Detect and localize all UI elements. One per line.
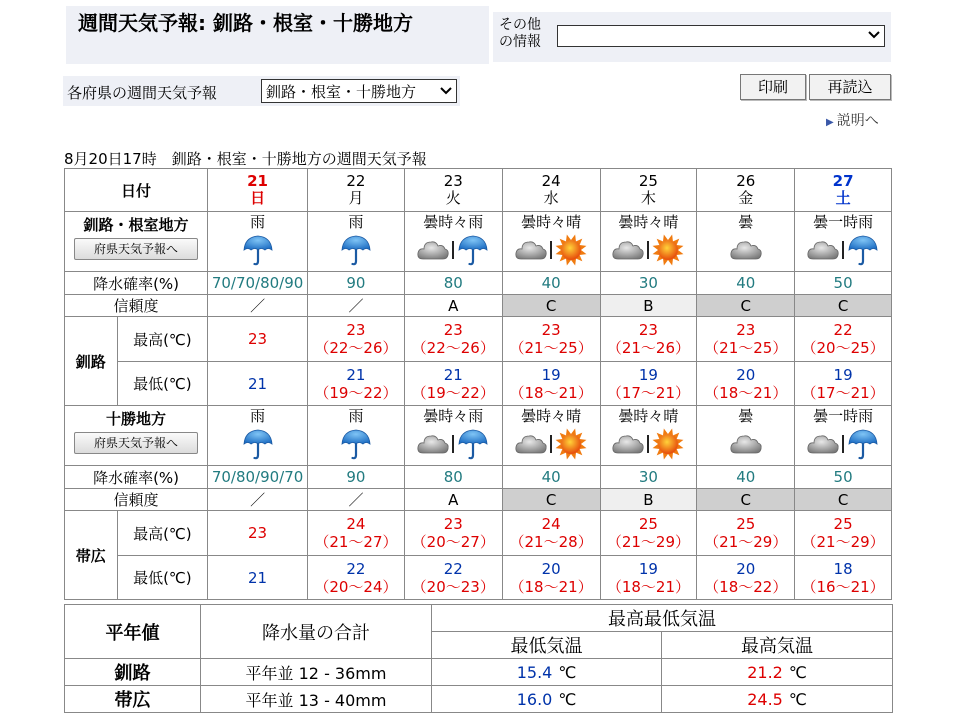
weather-icons — [697, 427, 794, 461]
min-temp-range: （18～21） — [606, 577, 691, 596]
pop-cell: 50 — [795, 466, 892, 489]
cloud-icon — [806, 427, 840, 461]
min-temp-cell — [697, 362, 795, 406]
max-temp-value: 25 — [833, 515, 853, 533]
sun-icon — [554, 427, 588, 461]
reliability-cell: A — [404, 489, 502, 511]
min-temp-range: （18～21） — [704, 383, 788, 402]
day-header — [502, 169, 600, 212]
forecast-table — [64, 168, 892, 600]
reliability-cell: C — [795, 489, 892, 511]
reliability-cell: C — [795, 295, 892, 317]
max-temp-cell — [697, 511, 795, 556]
max-temp-cell — [502, 317, 600, 362]
separator — [842, 435, 844, 453]
pref-forecast-button[interactable]: 府県天気予報へ — [74, 432, 198, 454]
day-weekday: 土 — [835, 189, 851, 207]
reliability-label: 信頼度 — [65, 489, 208, 511]
min-temp-header: 最低気温 — [432, 632, 662, 659]
min-temp-value: 22 — [346, 559, 366, 578]
normals-min-temp — [432, 659, 662, 686]
min-temp-value: 21 — [443, 365, 463, 384]
normals-row — [65, 686, 893, 713]
weather-icons — [601, 233, 697, 267]
normals-max-temp — [662, 659, 893, 686]
day-header — [404, 169, 502, 212]
day-weekday: 金 — [738, 189, 754, 207]
chevron-down-icon — [440, 85, 452, 97]
pop-cell: 40 — [697, 272, 795, 295]
page-title: 週間天気予報: 釧路・根室・十勝地方 — [78, 11, 413, 35]
normals-city: 釧路 — [65, 659, 201, 686]
pop-cell: 30 — [600, 272, 697, 295]
pref-select-label: 各府県の週間天気予報 — [67, 84, 218, 102]
cloud-icon — [611, 427, 645, 461]
max-temp-cell — [308, 317, 405, 362]
city-name: 帯広 — [65, 511, 118, 600]
min-temp-cell — [404, 556, 502, 600]
pop-label: 降水確率(%) — [65, 466, 208, 489]
max-temp-cell — [404, 317, 502, 362]
weather-cell — [308, 212, 405, 272]
day-weekday: 水 — [543, 189, 559, 207]
min-temp-range: （17～21） — [606, 383, 691, 402]
day-header — [795, 169, 892, 212]
pop-cell: 90 — [308, 272, 405, 295]
city-name: 釧路 — [65, 317, 118, 406]
max-temp-cell — [308, 511, 405, 556]
min-temp-value: 19 — [833, 365, 853, 384]
max-temp-label: 最高(℃) — [117, 511, 208, 556]
day-date: 22 — [346, 172, 366, 190]
umbrella-icon — [339, 233, 373, 267]
max-temp-range: （20～25） — [801, 339, 885, 357]
weather-text: 曇一時雨 — [813, 407, 874, 425]
umbrella-icon — [241, 233, 275, 267]
weather-icons — [308, 427, 404, 461]
day-date: 23 — [443, 172, 463, 190]
normals-max-value: 24.5 — [747, 689, 783, 709]
min-temp-value: 19 — [638, 559, 658, 578]
min-temp-row — [65, 362, 892, 406]
sun-icon — [554, 233, 588, 267]
cloud-icon — [611, 233, 645, 267]
cloud-icon — [416, 233, 450, 267]
cloud-icon — [729, 233, 763, 267]
weather-text: 曇 — [738, 213, 754, 231]
min-temp-value: 21 — [346, 365, 366, 384]
weather-text: 曇時々晴 — [618, 213, 679, 231]
day-header — [208, 169, 308, 212]
pop-label: 降水確率(%) — [65, 272, 208, 295]
min-temp-cell — [697, 556, 795, 600]
temp-header: 最高最低気温 — [432, 605, 893, 632]
normals-row — [65, 659, 893, 686]
weather-text: 曇時々雨 — [423, 407, 484, 425]
pop-cell: 50 — [795, 272, 892, 295]
pop-row — [65, 466, 892, 489]
day-header — [697, 169, 795, 212]
pop-cell: 40 — [697, 466, 795, 489]
weather-cell — [795, 406, 892, 466]
precip-header: 降水量の合計 — [201, 605, 432, 659]
min-temp-label: 最低(℃) — [117, 362, 208, 406]
weather-cell — [600, 406, 697, 466]
pop-cell: 90 — [308, 466, 405, 489]
weather-cell — [208, 212, 308, 272]
weather-text: 曇 — [738, 407, 754, 425]
pop-cell: 40 — [502, 272, 600, 295]
print-button[interactable]: 印刷 — [740, 74, 806, 100]
normals-min-value: 15.4 — [516, 662, 553, 682]
umbrella-icon — [846, 427, 880, 461]
max-temp-label: 最高(℃) — [117, 317, 208, 362]
max-temp-header: 最高気温 — [662, 632, 893, 659]
max-temp-range: （21～29） — [801, 533, 885, 551]
max-temp-value: 24 — [346, 515, 366, 533]
day-weekday: 月 — [348, 189, 364, 207]
weather-cell — [697, 406, 795, 466]
arrow-right-icon: ▶ — [826, 117, 834, 128]
issued-time: 8月20日17時 釧路・根室・十勝地方の週間天気予報 — [64, 150, 427, 168]
region-cell — [65, 406, 208, 466]
max-temp-cell — [697, 317, 795, 362]
max-temp-value: 24 — [541, 515, 561, 533]
max-temp-range: （21～29） — [606, 533, 691, 551]
min-temp-range: （20～23） — [411, 577, 495, 596]
reliability-label: 信頼度 — [65, 295, 208, 317]
normals-table — [64, 604, 893, 713]
separator — [647, 435, 649, 453]
help-link[interactable]: ▶ 説明へ — [826, 113, 879, 129]
max-temp-value: 23 — [541, 321, 561, 339]
max-temp-value: 23 — [248, 330, 268, 348]
umbrella-icon — [846, 233, 880, 267]
separator — [647, 241, 649, 259]
min-temp-cell — [404, 362, 502, 406]
separator — [550, 241, 552, 259]
min-temp-value: 18 — [833, 559, 853, 578]
reliability-cell: ／ — [208, 295, 308, 317]
title-box — [66, 6, 489, 64]
reliability-cell: ／ — [208, 489, 308, 511]
normals-unit: ℃ — [788, 689, 807, 709]
day-date: 25 — [638, 172, 658, 190]
min-temp-value: 21 — [248, 568, 268, 587]
max-temp-row — [65, 511, 892, 556]
min-temp-range: （18～22） — [704, 577, 788, 596]
umbrella-icon — [456, 233, 490, 267]
max-temp-value: 23 — [443, 321, 463, 339]
reload-button[interactable]: 再読込 — [809, 74, 891, 100]
day-date: 21 — [247, 172, 268, 190]
weather-text: 雨 — [348, 407, 364, 425]
day-weekday: 日 — [250, 189, 266, 207]
other-info-box — [493, 12, 891, 62]
weather-text: 曇一時雨 — [813, 213, 874, 231]
min-temp-value: 19 — [541, 365, 561, 384]
reliability-cell: C — [697, 489, 795, 511]
region-cell — [65, 212, 208, 272]
max-temp-cell — [208, 317, 308, 362]
min-temp-range: （18～21） — [509, 383, 593, 402]
weather-cell — [404, 212, 502, 272]
weather-cell — [208, 406, 308, 466]
max-temp-range: （20～27） — [411, 533, 495, 551]
pref-select-box — [63, 76, 460, 106]
max-temp-value: 23 — [736, 321, 756, 339]
max-temp-cell — [600, 317, 697, 362]
min-temp-range: （19～22） — [411, 383, 495, 402]
min-temp-value: 20 — [736, 365, 756, 384]
max-temp-row — [65, 317, 892, 362]
weather-icons — [308, 233, 404, 267]
min-temp-range: （20～24） — [314, 577, 398, 596]
min-temp-cell — [308, 362, 405, 406]
pop-cell: 80 — [404, 466, 502, 489]
weather-text: 曇時々晴 — [521, 407, 582, 425]
weather-icons — [405, 233, 502, 267]
min-temp-cell — [208, 556, 308, 600]
min-temp-range: （17～21） — [801, 383, 885, 402]
day-date: 27 — [832, 172, 854, 190]
weather-cell — [404, 406, 502, 466]
max-temp-range: （21～25） — [704, 339, 788, 357]
other-info-label: その他 の情報 — [499, 17, 541, 50]
min-temp-cell — [208, 362, 308, 406]
weather-text: 雨 — [250, 407, 266, 425]
max-temp-range: （21～28） — [509, 533, 593, 551]
reliability-cell: B — [600, 295, 697, 317]
max-temp-value: 23 — [638, 321, 658, 339]
min-temp-cell — [795, 362, 892, 406]
normals-max-temp — [662, 686, 893, 713]
reliability-row — [65, 295, 892, 317]
min-temp-cell — [600, 556, 697, 600]
max-temp-value: 25 — [638, 515, 658, 533]
weather-text: 曇時々晴 — [618, 407, 679, 425]
weather-cell — [502, 406, 600, 466]
pref-forecast-button[interactable]: 府県天気予報へ — [74, 238, 198, 260]
weather-text: 曇時々雨 — [423, 213, 484, 231]
max-temp-value: 23 — [443, 515, 463, 533]
reliability-cell: ／ — [308, 295, 405, 317]
max-temp-value: 23 — [248, 524, 268, 542]
pop-cell: 80 — [404, 272, 502, 295]
separator — [452, 241, 454, 259]
day-header — [600, 169, 697, 212]
normals-header-row — [65, 605, 893, 632]
weather-icons — [697, 233, 794, 267]
normals-unit: ℃ — [788, 662, 807, 682]
min-temp-cell — [308, 556, 405, 600]
separator — [550, 435, 552, 453]
max-temp-value: 25 — [736, 515, 756, 533]
reliability-cell: C — [502, 295, 600, 317]
sun-icon — [651, 233, 685, 267]
chevron-down-icon — [868, 29, 880, 41]
weather-text: 雨 — [250, 213, 266, 231]
min-temp-row — [65, 556, 892, 600]
weather-cell — [502, 212, 600, 272]
weather-icons — [503, 233, 600, 267]
weather-cell — [795, 212, 892, 272]
weather-icons — [795, 233, 891, 267]
max-temp-value: 23 — [346, 321, 366, 339]
max-temp-cell — [208, 511, 308, 556]
weather-icons — [208, 427, 307, 461]
day-weekday: 木 — [640, 189, 656, 207]
min-temp-cell — [600, 362, 697, 406]
weather-cell — [600, 212, 697, 272]
max-temp-range: （22～26） — [314, 339, 398, 357]
normals-precip: 平年並 13 - 40mm — [201, 686, 432, 713]
umbrella-icon — [241, 427, 275, 461]
reliability-cell: B — [600, 489, 697, 511]
separator — [452, 435, 454, 453]
cloud-icon — [806, 233, 840, 267]
day-weekday: 火 — [445, 189, 461, 207]
pop-cell: 70/70/80/90 — [208, 272, 308, 295]
weather-icons — [208, 233, 307, 267]
pop-cell: 70/80/90/70 — [208, 466, 308, 489]
weather-cell — [697, 212, 795, 272]
min-temp-cell — [502, 556, 600, 600]
region-name: 釧路・根室地方 — [83, 216, 189, 234]
max-temp-range: （21～27） — [314, 533, 398, 551]
min-temp-value: 21 — [248, 374, 268, 393]
day-date: 26 — [736, 172, 756, 190]
max-temp-cell — [502, 511, 600, 556]
cloud-icon — [514, 233, 548, 267]
normals-min-temp — [432, 686, 662, 713]
min-temp-range: （16～21） — [801, 577, 885, 596]
normals-header: 平年値 — [65, 605, 201, 659]
max-temp-cell — [795, 317, 892, 362]
pop-row — [65, 272, 892, 295]
reliability-cell: ／ — [308, 489, 405, 511]
umbrella-icon — [339, 427, 373, 461]
weather-text: 曇時々晴 — [521, 213, 582, 231]
region-name: 十勝地方 — [106, 410, 167, 428]
separator — [842, 241, 844, 259]
min-temp-cell — [502, 362, 600, 406]
weather-cell — [308, 406, 405, 466]
pop-cell: 30 — [600, 466, 697, 489]
weather-icons — [795, 427, 891, 461]
weather-text: 雨 — [348, 213, 364, 231]
min-temp-value: 20 — [541, 559, 561, 578]
day-header — [308, 169, 405, 212]
normals-max-value: 21.2 — [747, 662, 783, 682]
cloud-icon — [729, 427, 763, 461]
weather-icons — [405, 427, 502, 461]
cloud-icon — [416, 427, 450, 461]
max-temp-range: （21～26） — [606, 339, 691, 357]
max-temp-cell — [600, 511, 697, 556]
normals-precip: 平年並 12 - 36mm — [201, 659, 432, 686]
weather-row — [65, 212, 892, 272]
min-temp-label: 最低(℃) — [117, 556, 208, 600]
min-temp-value: 20 — [736, 559, 756, 578]
normals-unit: ℃ — [558, 662, 577, 682]
weather-row — [65, 406, 892, 466]
weather-icons — [503, 427, 600, 461]
umbrella-icon — [456, 427, 490, 461]
weather-icons — [601, 427, 697, 461]
reliability-cell: C — [697, 295, 795, 317]
min-temp-range: （18～21） — [509, 577, 593, 596]
min-temp-cell — [795, 556, 892, 600]
date-row — [65, 169, 892, 212]
normals-unit: ℃ — [558, 689, 577, 709]
normals-min-value: 16.0 — [516, 689, 553, 709]
reliability-cell: A — [404, 295, 502, 317]
max-temp-value: 22 — [833, 321, 853, 339]
max-temp-range: （21～29） — [704, 533, 788, 551]
pref-select[interactable]: 釧路・根室・十勝地方 — [261, 79, 457, 103]
sun-icon — [651, 427, 685, 461]
reliability-cell: C — [502, 489, 600, 511]
min-temp-range: （19～22） — [314, 383, 398, 402]
date-header: 日付 — [65, 169, 208, 212]
max-temp-cell — [795, 511, 892, 556]
other-info-select[interactable] — [557, 25, 885, 47]
max-temp-range: （22～26） — [411, 339, 495, 357]
day-date: 24 — [541, 172, 561, 190]
max-temp-cell — [404, 511, 502, 556]
reliability-row — [65, 489, 892, 511]
min-temp-value: 19 — [638, 365, 658, 384]
min-temp-value: 22 — [443, 559, 463, 578]
max-temp-range: （21～25） — [509, 339, 593, 357]
cloud-icon — [514, 427, 548, 461]
normals-city: 帯広 — [65, 686, 201, 713]
pop-cell: 40 — [502, 466, 600, 489]
